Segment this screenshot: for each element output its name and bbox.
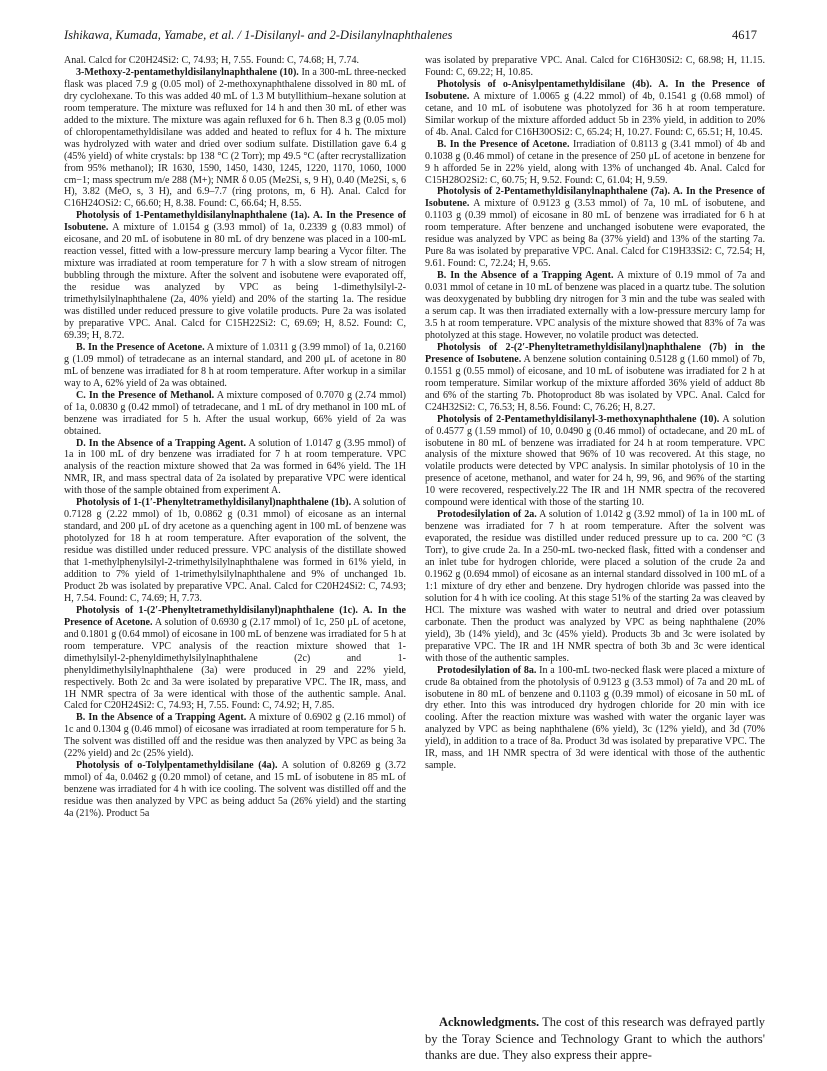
- acknowledgments-text: The cost of this research was defrayed partly by the Toray Science and Technology Grant to which the authors' thanks are due. They also express their appre-: [425, 1015, 765, 1062]
- paragraph: [425, 665, 765, 773]
- paragraph: [425, 79, 765, 139]
- paragraph-heading: Photolysis of 1-Pentamethyldisilanylnaphthalene (1a). A. In the Presence of Isobutene.: [64, 210, 406, 234]
- paragraph: [64, 210, 406, 341]
- paragraph: [64, 712, 406, 760]
- paragraph-text: Anal. Calcd for C20H24Si2: C, 74.93; H, 7.55. Found: C, 74.68; H, 7.74.: [64, 55, 359, 66]
- paragraph-heading: Protodesilylation of 8a.: [437, 664, 537, 676]
- paragraph-text: A solution of 1.0142 g (3.92 mmol) of 1a in 100 mL of benzene was irradiated for 7 h at room temperature. After the solvent was evaporated, the residue was distilled under reduced pressure up to ca. 200 °C (3 Torr), to give crude 2a. In a 250-mL two-necked flask, fitted with a condenser and an inlet tube for hydrogen chloride, were placed a solution of the crude 2a and 0.1962 g (0.694 mmol) of eicosane as an internal standard dissolved in 100 mL of a 1:1 mixture of dry ether and benzene. Dry hydrogen chloride was passed into the solution for 4 h with ice cooling. At this stage 51% of the starting 2a was cleaved by HCl. The mixture was washed with water to neutral and dried over potassium carbonate. Then the product was analyzed by VPC as being naphthalene (20% yield), 3b (14% yield), and 3c (45% yield). Products 3b and 3c were isolated by preparative VPC. The IR and 1H NMR spectra of both 3b and 3c were identical with those of the authentic samples.: [425, 509, 765, 664]
- paragraph: [425, 139, 765, 187]
- paragraph-heading: Photolysis of 2-Pentamethyldisilanylnaphthalene (7a). A. In the Presence of Isobutene.: [425, 186, 765, 210]
- paragraph-text: A mixture of 1.0065 g (4.22 mmol) of 4b, 0.1541 g (0.68 mmol) of cetane, and 10 mL of isobutene was photolyzed for 36 h at room temperature. Similar workup of the mixture afforded adduct 5b in 23% yield, in addition to 20% of 4b. Anal. Calcd for C16H30OSi2: C, 65.24; H, 10.27. Found: C, 65.51; H, 10.45.: [425, 90, 765, 138]
- paragraph-text: A solution of 0.4577 g (1.59 mmol) of 10, 0.0490 g (0.46 mmol) of octadecane, and 20 mL of isobutene in 80 mL of benzene was irradiated for 24 h at room temperature. VPC analysis of the mixture showed that 96% of 10 was recovered. At this stage, no volatile products were detected by VPC analysis. In similar photolysis of 10 in the presence of acetone, methanol, and water for 24 h, 99, 96, and 96% of the starting 10 were recovered, respectively.22 The IR and 1H NMR spectra of the recovered compound were identical with those of the starting 10.: [425, 413, 765, 509]
- paragraph: [425, 342, 765, 414]
- paragraph-text: Irradiation of 0.8113 g (3.41 mmol) of 4b and 0.1038 g (0.46 mmol) of cetane in the presence of 250 μL of acetone in benzene for 9 h afforded 5e in 22% yield, along with 13% of unchanged 4b. Anal. Calcd for C15H28O2Si2: C, 60.75; H, 9.52. Found: C, 61.04; H, 9.59.: [425, 138, 765, 186]
- paragraph-heading: B. In the Absence of a Trapping Agent.: [437, 270, 614, 282]
- paragraph-text: A mixture composed of 0.7070 g (2.74 mmol) of 1a, 0.0830 g (0.42 mmol) of tetradecane, and 1 mL of dry methanol in 100 mL of benzene was irradiated for 5 h. After the usual workup, 66% yield of 2a was obtained.: [64, 389, 406, 437]
- paragraph-text: A mixture of 0.9123 g (3.53 mmol) of 7a, 10 mL of isobutene, and 0.1103 g (0.39 mmol) of eicosane in 80 mL of benzene was irradiated for 6 h at room temperature. After benzene and unchanged isobutene were evaporated, the residue was analyzed by VPC as being 8a (37% yield) and 13% of the starting 7a. Pure 8a was isolated by preparative VPC. Anal. Calcd for C19H33Si2: C, 72.54; H, 9.61. Found: C, 72.24; H, 9.65.: [425, 198, 765, 270]
- paragraph-text: A mixture of 1.0311 g (3.99 mmol) of 1a, 0.2160 g (1.09 mmol) of tetradecane as an internal standard, and 200 μL of acetone in 80 mL of benzene was irradiated for 8 h at room temperature. After workup in a similar way to A, 62% yield of 2a was obtained.: [64, 341, 406, 389]
- left-text-column: [64, 55, 406, 1060]
- paragraph-heading: Photolysis of 2-(2′-Phenyltetramethyldisilanyl)naphthalene (7b) in the Presence of Isobutene.: [425, 341, 765, 365]
- paragraph-text: A solution of 0.7128 g (2.22 mmol) of 1b, 0.0862 g (0.31 mmol) of eicosane as an internal standard, and 200 μL of dry acetone as a quenching agent in 100 mL of benzene was photolyzed for 18 h at room temperature. After evaporation of the solvent, the residue was distilled under reduced pressure. VPC analysis of the distillate showed that 1-methylphenylsilyl-2-trimethylsilylnaphthalene was formed in 61% yield, in addition to 7% yield of 1-trimethylsilylnaphthalene and 9% of unchanged 1b. Product 2b was isolated by preparative VPC. Anal. Calcd for C20H24Si2: C, 74.93; H, 7.54. Found: C, 74.69; H, 7.73.: [64, 497, 406, 604]
- paragraph-heading: Photolysis of 1-(2′-Phenyltetramethyldisilanyl)naphthalene (1c). A. In the Presence of Acetone.: [64, 604, 406, 628]
- paragraph-heading: Photolysis of 2-Pentamethyldisilanyl-3-methoxynaphthalene (10).: [437, 413, 720, 425]
- paragraph-text: In a 100-mL two-necked flask were placed a mixture of crude 8a obtained from the photolysis of 0.9123 g (3.53 mmol) of 7a and 20 mL of isobutene in 80 mL of benzene and 0.1103 g (0.39 mmol) of eicosane in 50 mL of dry ether. Into this was introduced dry hydrogen chloride for 20 min with ice cooling. After the reaction mixture was washed with water the organic layer was analyzed by VPC as being naphthalene (6% yield), 3c (12% yield), and 3d (70% yield), in addition to a trace of 8a. Product 3d was isolated by preparative VPC. The IR, mass, and 1H NMR spectra of 3d were identical with those of the authentic sample.: [425, 664, 765, 772]
- paragraph-text: A solution of 1.0147 g (3.95 mmol) of 1a in 100 mL of dry benzene was irradiated for 7 h at room temperature. VPC analysis of the reaction mixture showed that 2a was formed in 64% yield. The 1H NMR, IR, and mass spectral data of 2a isolated by preparative VPC were identical with those of the sample obtained from experiment A.: [64, 437, 406, 497]
- paragraph: [425, 270, 765, 342]
- paragraph-text: In a 300-mL three-necked flask was placed 7.9 g (0.05 mol) of 2-methoxynaphthalene dissolved in 80 mL of dry cyclohexane. To this was added 40 mL of 1.3 M butyllithium–hexane solution at room temperature. The mixture was refluxed for 14 h and then 30 mL of ether was added to the mixture. The mixture was again refluxed for 6 h. Then 8.3 g (0.05 mol) of chloropentamethyldisilane was added and heated to reflux for 4 h. The mixture was hydrolyzed with water and dried over sodium sulfate. Distillation gave 6.4 g (45% yield) of white crystals: bp 138 °C (2 Torr); mp 49.5 °C (after recrystallization from 95% methanol); IR 1630, 1590, 1450, 1430, 1245, 1220, 1170, 1060, 1000 cm−1; mass spectrum m/e 288 (M+); NMR δ 0.05 (Me2Si, s, 9 H), 0.40 (Me2Si, s, 6 H), 3.82 (MeO, s, 3 H), and 6.9–7.7 (ring protons, m, 6 H). Anal. Calcd for C16H24OSi2: C, 66.60; H, 8.38. Found: C, 66.64; H, 8.55.: [64, 66, 406, 210]
- paragraph: [64, 342, 406, 390]
- page-number: 4617: [732, 28, 757, 42]
- paragraph-heading: D. In the Absence of a Trapping Agent.: [76, 437, 246, 449]
- paragraph: [64, 760, 406, 820]
- acknowledgments-heading: Acknowledgments.: [439, 1015, 540, 1030]
- paragraph-text: A mixture of 0.19 mmol of 7a and 0.031 mmol of cetane in 10 mL of benzene was placed in a quartz tube. The solution was deoxygenated by bubbling dry nitrogen for 3 min and the tube was sealed with a serum cap. It was then irradiated externally with a low-pressure mercury lamp for 3.5 h at room temperature. VPC analysis of the mixture showed that 83% of 7a was photolyzed at this stage. However, no volatile product was detected.: [425, 270, 765, 341]
- paragraph: [64, 605, 406, 713]
- running-title: Ishikawa, Kumada, Yamabe, et al. / 1-Disilanyl- and 2-Disilanylnaphthalenes: [64, 28, 453, 42]
- paragraph-text: A solution of 0.6930 g (2.17 mmol) of 1c, 250 μL of acetone, and 0.1801 g (0.64 mmol) of eicosane in 100 mL of benzene was irradiated for 5 h at room temperature. VPC analysis of the reaction mixture showed that 1-dimethylsilyl-2-phenyldimethylsilylnaphthalene (2c) and 1-phenyldimethylsilylnaphthalene (3a) were produced in 29 and 22% yield, respectively. Both 2c and 3a were isolated by preparative VPC. The IR, mass, and 1H NMR spectra of 3a were identical with those of the authentic sample. Anal. Calcd for C20H24Si2: C, 74.93; H, 7.55. Found: C, 74.92; H, 7.85.: [64, 616, 406, 712]
- paragraph: [425, 186, 765, 270]
- paragraph: [425, 509, 765, 664]
- right-text-column: [425, 55, 765, 1060]
- paragraph-heading: Photolysis of o-Tolylpentamethyldisilane (4a).: [76, 760, 278, 772]
- running-header: [64, 28, 757, 46]
- paragraph: [425, 414, 765, 510]
- paragraph: [64, 497, 406, 605]
- paragraph-text: A mixture of 1.0154 g (3.93 mmol) of 1a, 0.2339 g (0.83 mmol) of eicosane, and 20 mL of isobutene in 80 mL of dry benzene was placed in a 100-mL reaction vessel, fitted with a low-pressure mercury lamp bearing a Vycor filter. The mixture was irradiated at room temperature for 7 h with a slow stream of nitrogen bubbling through the mixture. After the solvent and isobutene were evaporated off, the residue was analyzed by VPC as being 1-dimethylsilyl-2-trimethylsilylnaphthalene (2a, 40% yield) and 20% of the starting 1a. The residue was distilled under reduced pressure to give volatile products. Pure 2a was isolated by preparative VPC. Anal. Calcd for C15H22Si2: C, 69.69; H, 8.52. Found: C, 69.39; H, 8.72.: [64, 222, 406, 341]
- paragraph-heading: 3-Methoxy-2-pentamethyldisilanylnaphthalene (10).: [76, 66, 299, 78]
- paragraph-text: was isolated by preparative VPC. Anal. Calcd for C16H30Si2: C, 68.98; H, 11.15. Found: C, 69.22; H, 10.85.: [425, 55, 765, 78]
- paragraph: [64, 55, 406, 67]
- paragraph: [64, 438, 406, 498]
- paragraph-text: A benzene solution containing 0.5128 g (1.60 mmol) of 7b, 0.1551 g (0.55 mmol) of eicosane, and 10 mL of isobutene was irradiated for 2 h at room temperature. Similar workup of the mixture afforded 36% yield of adduct 8b and 6% of the starting 7b. Photoproduct 8b was isolated by VPC. Anal. Calcd for C24H32Si2: C, 76.53; H, 8.56. Found: C, 76.26; H, 8.27.: [425, 353, 765, 413]
- paragraph-heading: B. In the Absence of a Trapping Agent.: [76, 712, 247, 724]
- paragraph-heading: Protodesilylation of 2a.: [437, 509, 537, 521]
- paragraph-heading: B. In the Presence of Acetone.: [76, 341, 205, 353]
- paragraph: [64, 67, 406, 210]
- paragraph-heading: C. In the Presence of Methanol.: [76, 389, 215, 401]
- paragraph-heading: B. In the Presence of Acetone.: [437, 138, 570, 150]
- paragraph-text: A solution of 0.8269 g (3.72 mmol) of 4a, 0.0462 g (0.20 mmol) of cetane, and 15 mL of isobutene in 85 mL of benzene was irradiated for 4 h with ice cooling. The solvent was distilled off and the residue was then analyzed by VPC as being adduct 5a (26% yield) and the starting 4a (21%). Product 5a: [64, 760, 406, 820]
- paragraph-text: A mixture of 0.6902 g (2.16 mmol) of 1c and 0.1304 g (0.46 mmol) of eicosane was irradiated at room temperature for 5 h. The solvent was distilled off and the residue was then analyzed by VPC as being 3a (22% yield) and 2c (25% yield).: [64, 712, 406, 760]
- paragraph-heading: Photolysis of o-Anisylpentamethyldisilane (4b). A. In the Presence of Isobutene.: [425, 78, 765, 102]
- acknowledgments-paragraph: [425, 1014, 765, 1063]
- paragraph: [425, 55, 765, 79]
- paragraph-heading: Photolysis of 1-(1′-Phenyltetramethyldisilanyl)naphthalene (1b).: [76, 497, 352, 509]
- paragraph: [64, 390, 406, 438]
